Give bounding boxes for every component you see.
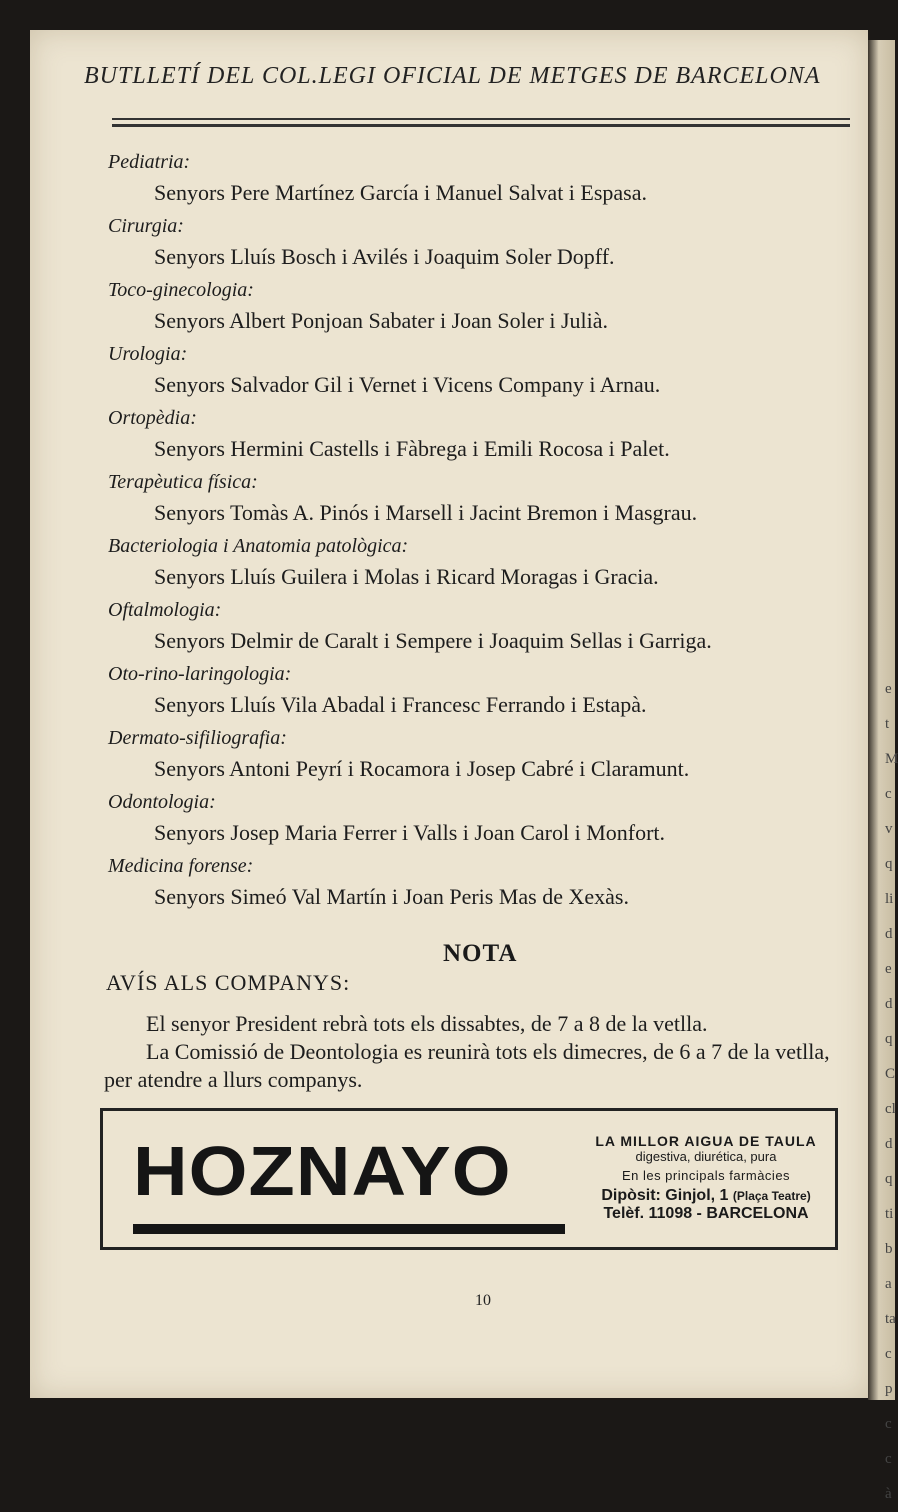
nota-title: NOTA <box>443 940 518 967</box>
edge-letter: q <box>885 1171 893 1187</box>
edge-letter: e <box>885 681 892 697</box>
specialty-heading: Oto-rino-laringologia: <box>108 663 292 685</box>
specialty-members: Senyors Pere Martínez García i Manuel Salvat i Espasa. <box>154 180 648 205</box>
ad-address <box>581 1187 831 1205</box>
edge-letter: c <box>885 1416 892 1432</box>
ad-brand-logo: HOZNAYO <box>133 1132 512 1210</box>
specialty-members: Senyors Lluís Bosch i Avilés i Joaquim Soler Dopff. <box>154 244 615 269</box>
specialty-heading: Urologia: <box>108 343 188 365</box>
specialty-heading: Dermato-sifiliografia: <box>108 727 287 749</box>
specialty-members: Senyors Delmir de Caralt i Sempere i Joaquim Sellas i Garriga. <box>154 628 712 653</box>
specialty-members: Senyors Josep Maria Ferrer i Valls i Joan Carol i Monfort. <box>154 820 666 845</box>
ad-pharmacies: En les principals farmàcies <box>621 1168 791 1183</box>
edge-letter: c <box>885 786 892 802</box>
edge-letter: cl <box>885 1101 896 1117</box>
notice-heading: AVÍS ALS COMPANYS: <box>106 970 351 995</box>
edge-letter: v <box>885 821 893 837</box>
specialty-members: Senyors Salvador Gil i Vernet i Vicens Company i Arnau. <box>154 372 661 397</box>
adjacent-page-edge <box>868 40 898 1502</box>
edge-letter: ti <box>885 1206 894 1222</box>
specialty-heading: Ortopèdia: <box>108 407 197 429</box>
edge-letter: a <box>885 1276 892 1292</box>
edge-letter: C <box>885 1066 896 1082</box>
edge-letter: ta <box>885 1311 896 1327</box>
notice-line: El senyor President rebrà tots els dissabtes, de 7 a 8 de la vetlla. <box>146 1011 708 1036</box>
edge-letter: li <box>885 891 894 907</box>
edge-letter: c <box>885 1346 892 1362</box>
edge-letter: b <box>885 1241 893 1257</box>
ad-tagline: LA MILLOR AIGUA DE TAULA <box>595 1133 817 1149</box>
commission-list <box>108 150 848 918</box>
specialty-heading: Toco-ginecologia: <box>108 279 254 301</box>
edge-letter: d <box>885 996 893 1012</box>
specialty-members: Senyors Lluís Guilera i Molas i Ricard Moragas i Gracia. <box>154 564 659 589</box>
edge-letter: p <box>885 1381 893 1397</box>
edge-letter: q <box>885 1031 893 1047</box>
notice-body <box>104 1010 844 1094</box>
specialty-heading: Cirurgia: <box>108 215 184 237</box>
specialty-heading: Odontologia: <box>108 791 216 813</box>
specialty-members: Senyors Antoni Peyrí i Rocamora i Josep Cabré i Claramunt. <box>154 756 690 781</box>
ad-description: digestiva, diurética, pura <box>635 1149 777 1164</box>
specialty-heading: Oftalmologia: <box>108 599 222 621</box>
ad-details <box>581 1133 831 1223</box>
notice-line: La Comissió de Deontologia es reunirà tots els dimecres, de 6 a 7 de la vetlla, per atendre a llurs companys. <box>104 1039 830 1092</box>
edge-letter: d <box>885 1136 893 1152</box>
header-rule-bottom <box>112 124 850 127</box>
edge-letter: q <box>885 856 893 872</box>
specialty-members: Senyors Lluís Vila Abadal i Francesc Ferrando i Estapà. <box>154 692 647 717</box>
edge-letter: d <box>885 926 893 942</box>
specialty-heading: Pediatria: <box>108 151 191 173</box>
specialty-heading: Medicina forense: <box>108 855 254 877</box>
specialty-heading: Terapèutica física: <box>108 471 258 493</box>
specialty-heading: Bacteriologia i Anatomia patològica: <box>108 535 409 557</box>
header-rule-top <box>112 118 850 120</box>
ad-address-note: (Plaça Teatre) <box>732 1189 811 1203</box>
edge-letter: e <box>885 961 892 977</box>
ad-address-text: Dipòsit: Ginjol, 1 <box>601 1187 729 1204</box>
ad-brand-underline <box>133 1224 565 1234</box>
advertisement-box <box>100 1108 838 1250</box>
edge-letter: à <box>885 1486 892 1502</box>
ad-phone: Telèf. 11098 - BARCELONA <box>603 1205 809 1222</box>
page-number: 10 <box>475 1292 491 1309</box>
edge-letter: t <box>885 716 890 732</box>
page-header-title: BUTLLETÍ DEL COL.LEGI OFICIAL DE METGES DE BARCELONA <box>84 63 821 89</box>
edge-letter: c <box>885 1451 892 1467</box>
specialty-members: Senyors Albert Ponjoan Sabater i Joan Soler i Julià. <box>154 308 608 333</box>
specialty-members: Senyors Hermini Castells i Fàbrega i Emili Rocosa i Palet. <box>154 436 670 461</box>
specialty-members: Senyors Simeó Val Martín i Joan Peris Mas de Xexàs. <box>154 884 629 909</box>
edge-letter: M <box>885 751 898 767</box>
specialty-members: Senyors Tomàs A. Pinós i Marsell i Jacint Bremon i Masgrau. <box>154 500 698 525</box>
